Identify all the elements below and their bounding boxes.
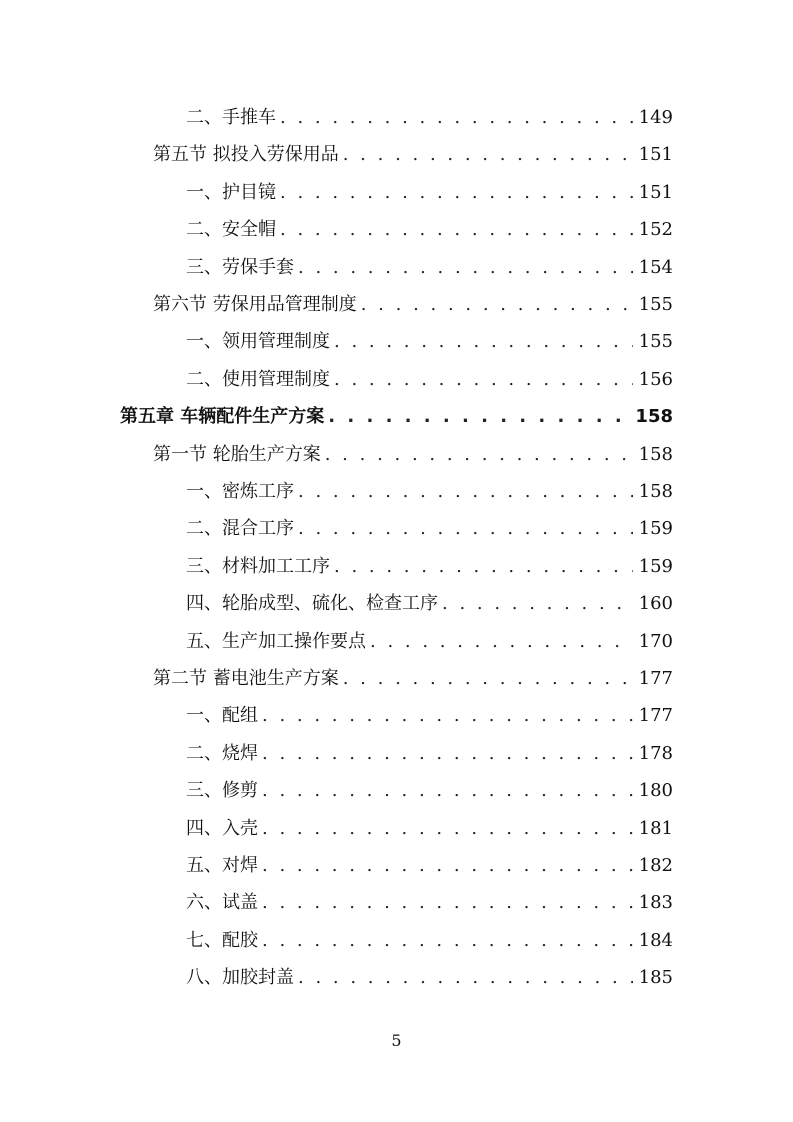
toc-entry-label: 二、烧焊 — [186, 743, 258, 764]
toc-entry-page: 180 — [638, 780, 673, 801]
toc-dot-leader — [298, 478, 633, 506]
toc-entry[interactable] — [186, 216, 673, 244]
toc-entry-page: 170 — [638, 631, 673, 652]
toc-dot-leader — [280, 179, 633, 207]
toc-entry-page: 182 — [638, 855, 673, 876]
toc-entry-label: 五、生产加工操作要点 — [186, 631, 366, 652]
toc-entry-label: 五、对焊 — [186, 855, 258, 876]
toc-entry-label: 二、安全帽 — [186, 219, 276, 240]
toc-dot-leader — [262, 889, 633, 917]
toc-entry[interactable] — [186, 478, 673, 506]
toc-entry-label: 二、混合工序 — [186, 518, 294, 539]
toc-dot-leader — [370, 628, 633, 656]
toc-entry-label: 第二节 蓄电池生产方案 — [153, 668, 339, 689]
toc-dot-leader — [361, 291, 633, 319]
toc-entry-page: 183 — [638, 892, 673, 913]
toc-dot-leader — [262, 852, 633, 880]
toc-entry[interactable] — [186, 777, 673, 805]
toc-entry-label: 四、轮胎成型、硫化、检查工序 — [186, 593, 438, 614]
toc-dot-leader — [334, 553, 633, 581]
toc-entry-label: 三、劳保手套 — [186, 257, 294, 278]
toc-entry[interactable] — [186, 515, 673, 543]
toc-entry-page: 154 — [638, 257, 673, 278]
toc-entry-page: 151 — [638, 182, 673, 203]
toc-entry[interactable] — [186, 740, 673, 768]
toc-entry-label: 一、密炼工序 — [186, 481, 294, 502]
toc-dot-leader — [262, 927, 633, 955]
toc-entry-page: 149 — [638, 107, 673, 128]
toc-entry[interactable] — [153, 441, 673, 469]
toc-entry-page: 178 — [638, 743, 673, 764]
toc-entry[interactable] — [186, 553, 673, 581]
toc-entry[interactable] — [153, 141, 673, 169]
toc-entry-page: 185 — [638, 967, 673, 988]
toc-entry[interactable] — [186, 254, 673, 282]
toc-entry[interactable] — [120, 403, 673, 431]
toc-entry-label: 第五节 拟投入劳保用品 — [153, 144, 339, 165]
toc-entry[interactable] — [153, 291, 673, 319]
toc-entry-label: 第六节 劳保用品管理制度 — [153, 294, 357, 315]
toc-entry[interactable] — [186, 852, 673, 880]
toc-entry-page: 184 — [638, 930, 673, 951]
toc-dot-leader — [262, 777, 633, 805]
toc-entry[interactable] — [186, 702, 673, 730]
toc-entry[interactable] — [186, 328, 673, 356]
toc-entry-label: 一、护目镜 — [186, 182, 276, 203]
toc-dot-leader — [298, 964, 633, 992]
toc-dot-leader — [442, 590, 633, 618]
toc-entry[interactable] — [186, 815, 673, 843]
toc-entry-page: 177 — [638, 668, 673, 689]
toc-dot-leader — [334, 328, 633, 356]
toc-entry-page: 152 — [638, 219, 673, 240]
toc-entry-page: 156 — [638, 369, 673, 390]
toc-dot-leader — [334, 366, 633, 394]
toc-entry[interactable] — [186, 179, 673, 207]
toc-entry[interactable] — [186, 104, 673, 132]
toc-entry-page: 155 — [638, 294, 673, 315]
toc-entry-page: 158 — [638, 481, 673, 502]
toc-dot-leader — [280, 104, 633, 132]
toc-entry-label: 一、配组 — [186, 705, 258, 726]
toc-entry-page: 159 — [638, 556, 673, 577]
toc-entry-label: 四、入壳 — [186, 818, 258, 839]
toc-entry-page: 177 — [638, 705, 673, 726]
toc-entry-label: 第一节 轮胎生产方案 — [153, 444, 321, 465]
toc-entry-page: 158 — [635, 406, 673, 427]
toc-entry-page: 151 — [638, 144, 673, 165]
toc-entry-label: 七、配胶 — [186, 930, 258, 951]
toc-entry[interactable] — [186, 889, 673, 917]
toc-entry[interactable] — [186, 366, 673, 394]
toc-dot-leader — [280, 216, 633, 244]
toc-dot-leader — [343, 141, 633, 169]
toc-dot-leader — [262, 815, 633, 843]
toc-dot-leader — [328, 403, 629, 431]
toc-entry-label: 六、试盖 — [186, 892, 258, 913]
toc-entry-label: 二、使用管理制度 — [186, 369, 330, 390]
toc-entry-page: 155 — [638, 331, 673, 352]
toc-dot-leader — [298, 515, 633, 543]
toc-dot-leader — [325, 441, 633, 469]
toc-dot-leader — [298, 254, 633, 282]
toc-dot-leader — [262, 740, 633, 768]
toc-dot-leader — [262, 702, 633, 730]
toc-entry-page: 159 — [638, 518, 673, 539]
toc-entry-page: 181 — [638, 818, 673, 839]
toc-entry-page: 160 — [638, 593, 673, 614]
toc-entry-page: 158 — [638, 444, 673, 465]
toc-entry[interactable] — [186, 590, 673, 618]
toc-entry[interactable] — [186, 628, 673, 656]
toc-entry-label: 八、加胶封盖 — [186, 967, 294, 988]
toc-entry[interactable] — [186, 964, 673, 992]
toc-entry-label: 三、修剪 — [186, 780, 258, 801]
toc-entry[interactable] — [186, 927, 673, 955]
toc-entry-label: 三、材料加工工序 — [186, 556, 330, 577]
toc-entry-label: 二、手推车 — [186, 107, 276, 128]
toc-dot-leader — [343, 665, 633, 693]
toc-entry-label: 一、领用管理制度 — [186, 331, 330, 352]
toc-entry-label: 第五章 车辆配件生产方案 — [120, 406, 325, 427]
toc-entry[interactable] — [153, 665, 673, 693]
page-number: 5 — [391, 1031, 402, 1050]
